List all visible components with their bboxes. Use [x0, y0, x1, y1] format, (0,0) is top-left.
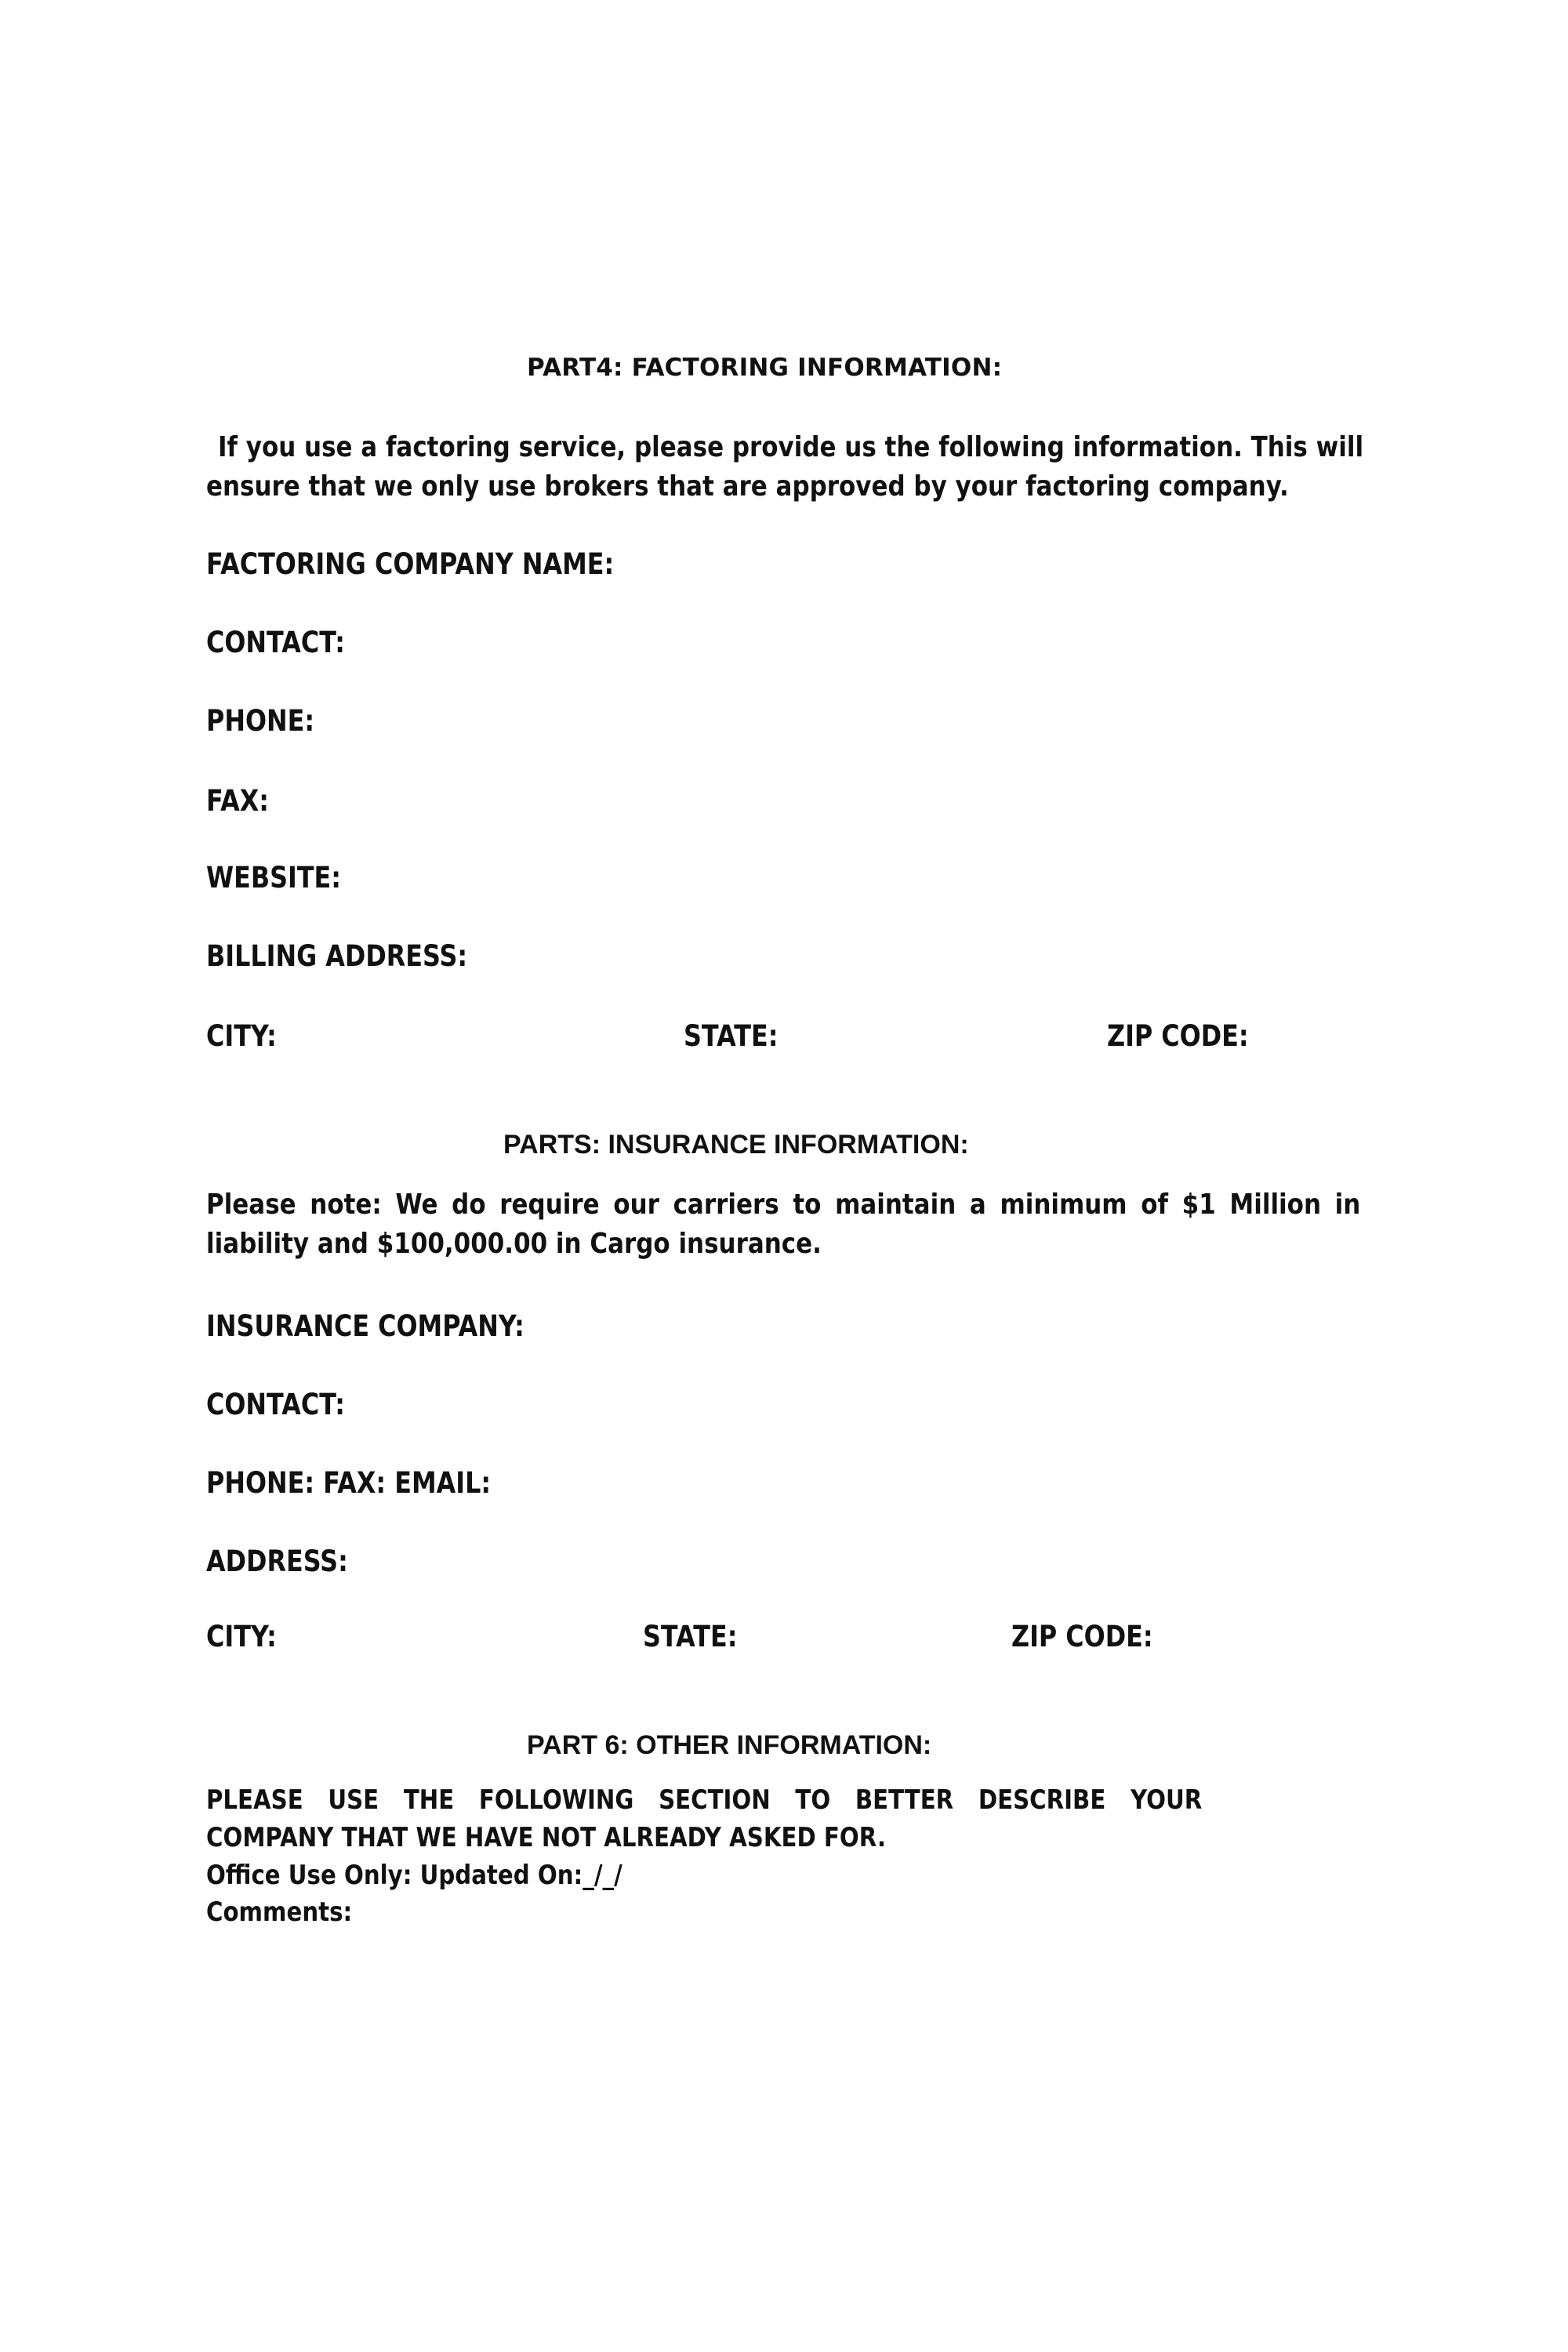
comments-label: Comments: — [206, 1896, 353, 1928]
factoring-fax-label: FAX: — [206, 784, 269, 818]
part6-instruction — [206, 1781, 1202, 1857]
factoring-phone-label: PHONE: — [206, 704, 315, 738]
factoring-company-name-label: FACTORING COMPANY NAME: — [206, 547, 615, 581]
part4-intro-line1: If you use a factoring service, please provide us the following information. This will — [218, 431, 1364, 463]
factoring-billing-address-label: BILLING ADDRESS: — [206, 939, 468, 973]
office-use-updated-on: Office Use Only: Updated On:_/_/ — [206, 1860, 622, 1891]
insurance-contact-label: CONTACT: — [206, 1388, 345, 1421]
insurance-phone-fax-email-label: PHONE: FAX: EMAIL: — [206, 1466, 492, 1500]
insurance-company-label: INSURANCE COMPANY: — [206, 1309, 524, 1343]
part5-heading: PARTS: INSURANCE INFORMATION: — [503, 1130, 969, 1160]
factoring-website-label: WEBSITE: — [206, 861, 342, 895]
part4-intro-line2: ensure that we only use brokers that are approved by your factoring company. — [206, 470, 1289, 503]
insurance-city-label: CITY: — [206, 1620, 277, 1653]
part4-heading: PART4: FACTORING INFORMATION: — [527, 354, 1003, 382]
factoring-city-label: CITY: — [206, 1019, 277, 1053]
part6-heading: PART 6: OTHER INFORMATION: — [527, 1730, 932, 1760]
insurance-state-label: STATE: — [643, 1620, 738, 1653]
part5-note — [206, 1185, 1360, 1264]
part5-note-text: Please note: We do require our carriers to maintain a minimum of $1 Million in liability and $100,000.00 in Cargo insurance. — [206, 1189, 1361, 1260]
factoring-zip-label: ZIP CODE: — [1107, 1019, 1249, 1053]
insurance-zip-label: ZIP CODE: — [1011, 1620, 1153, 1653]
insurance-address-label: ADDRESS: — [206, 1544, 348, 1578]
factoring-state-label: STATE: — [684, 1019, 779, 1053]
factoring-contact-label: CONTACT: — [206, 626, 345, 659]
part6-instruction-text: PLEASE USE THE FOLLOWING SECTION TO BETTER DESCRIBE YOUR COMPANY THAT WE HAVE NOT ALREADY ASKED FOR. — [206, 1784, 1203, 1853]
